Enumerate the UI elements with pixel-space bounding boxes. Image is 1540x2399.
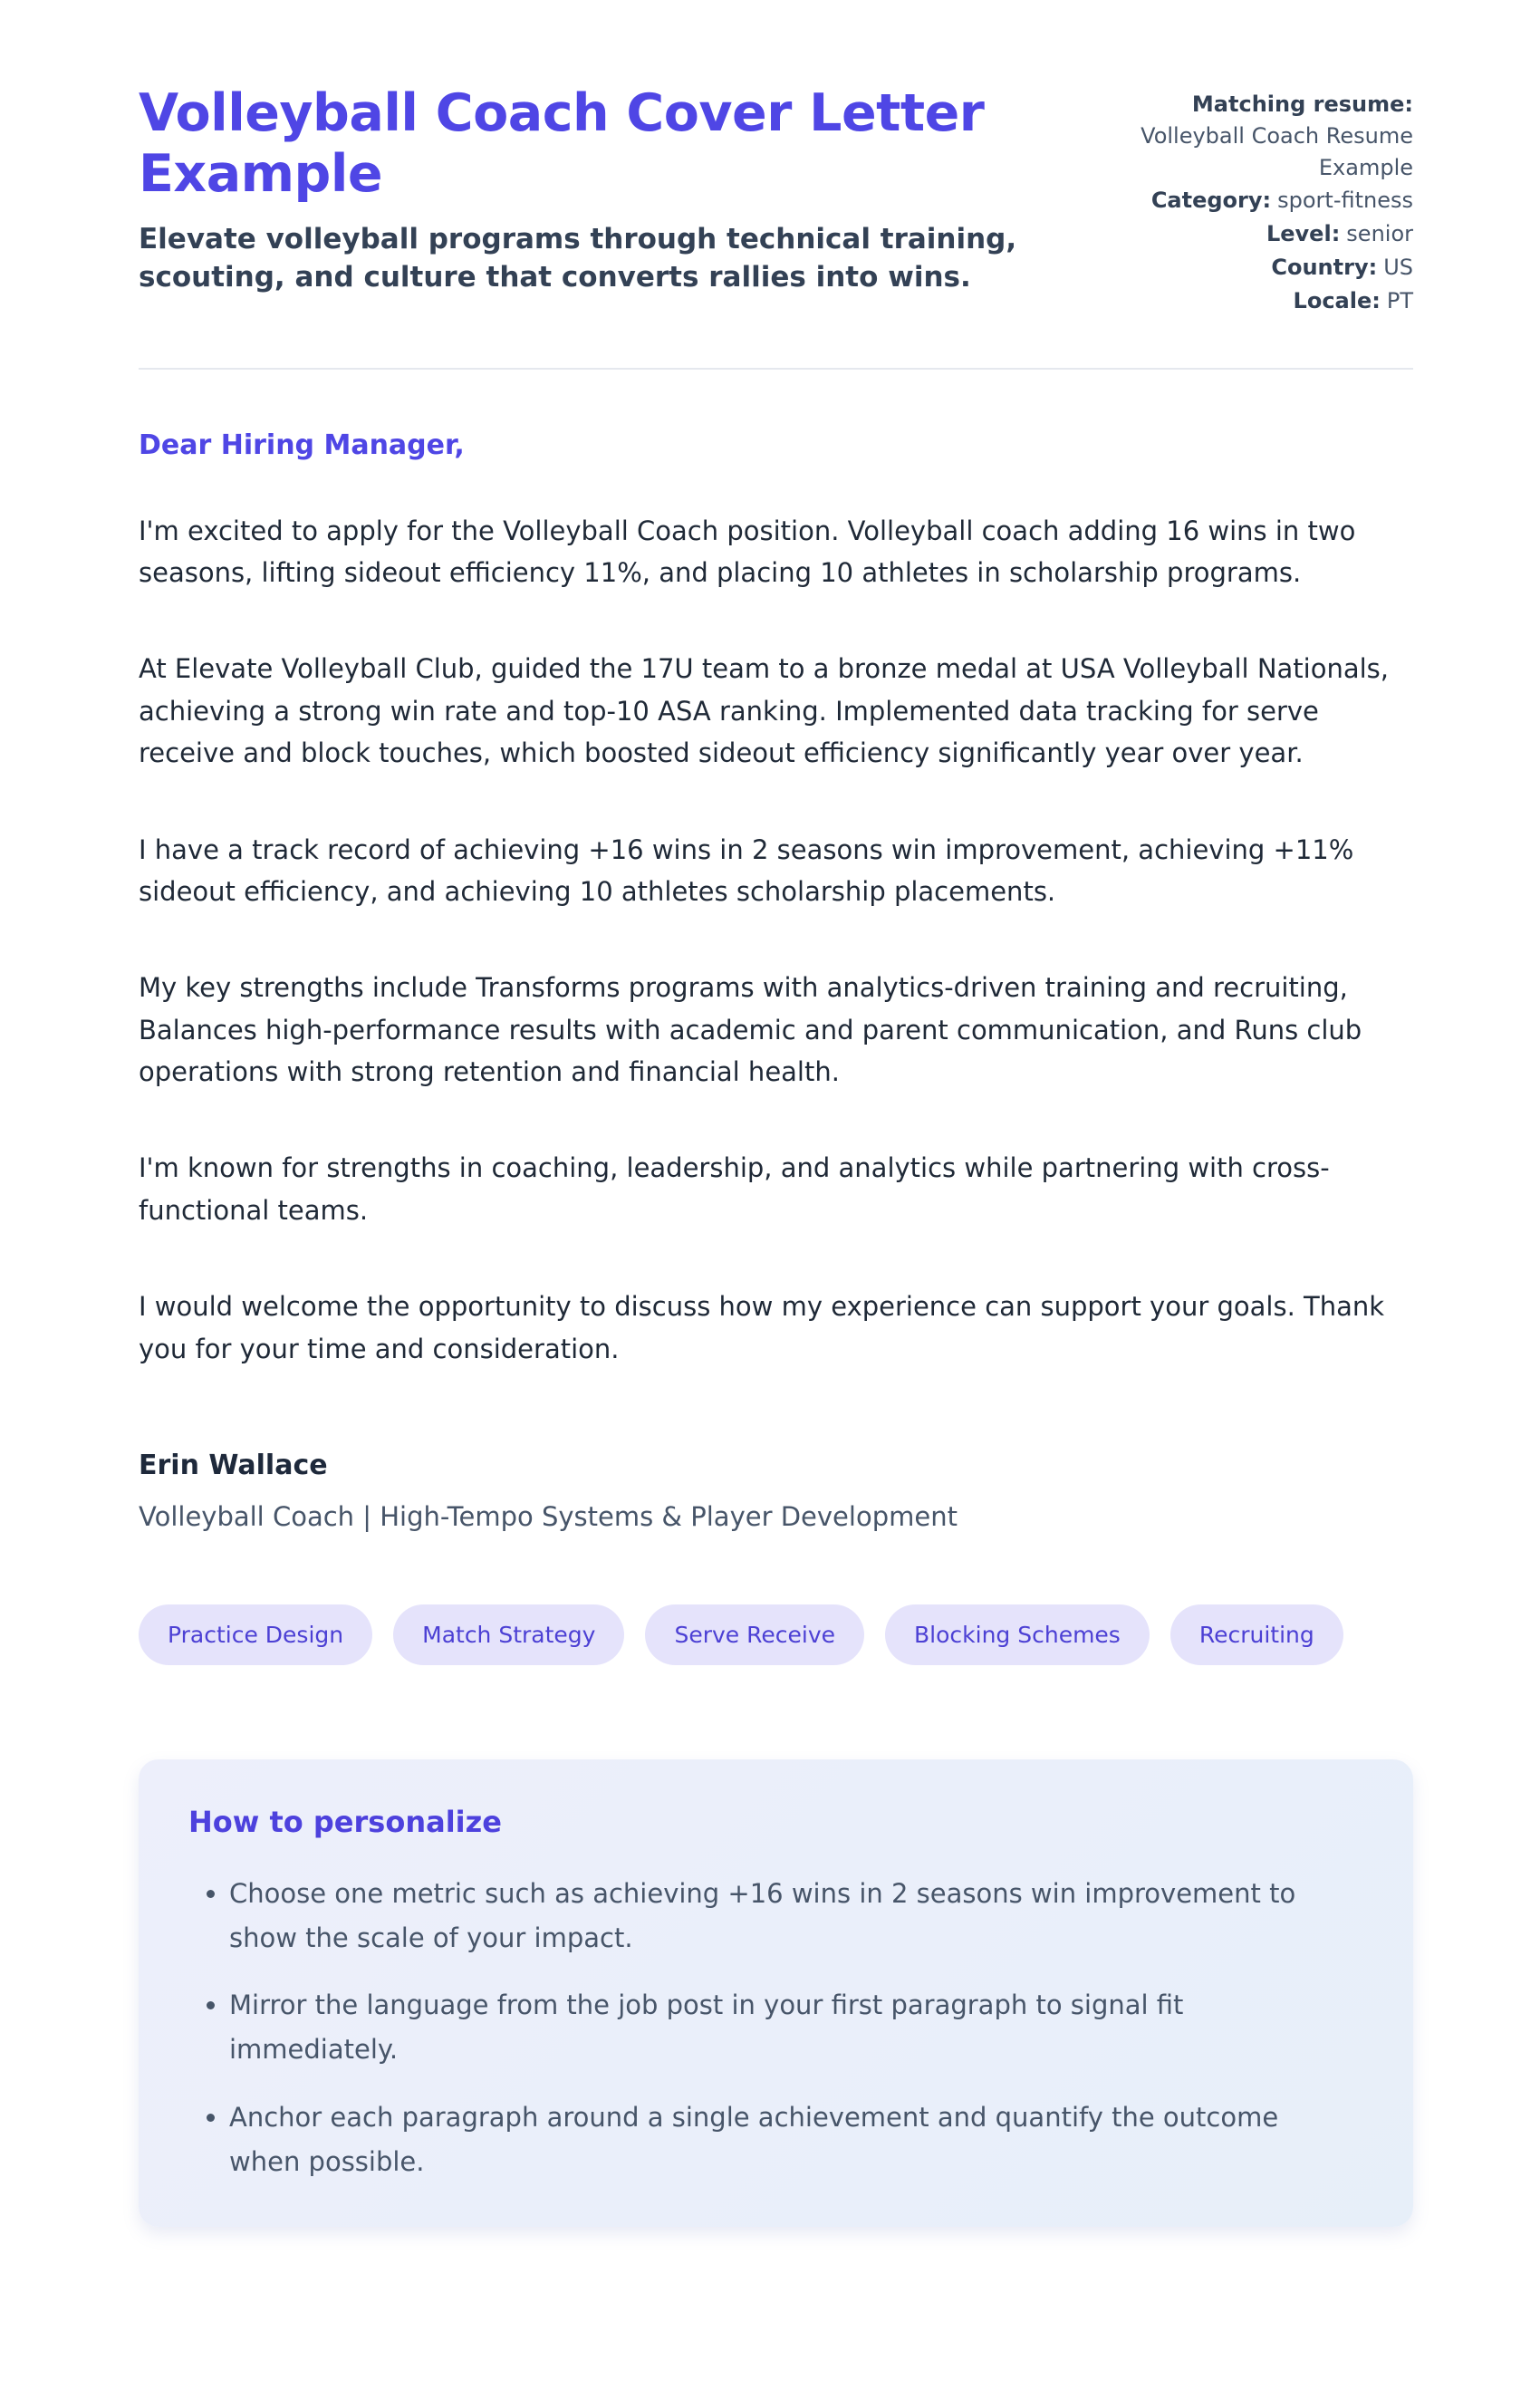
header-divider xyxy=(139,368,1413,370)
meta-value: PT xyxy=(1386,287,1413,313)
skill-tag-pill: Recruiting xyxy=(1170,1604,1343,1665)
meta-row xyxy=(1073,285,1413,317)
personalize-list xyxy=(188,1872,1363,2183)
letter-paragraph: I have a track record of achieving +16 wins in 2 seasons win improvement, achieving +11% sideout efficiency, and achieving 10 athletes scholarship placements. xyxy=(139,833,1354,907)
meta-row xyxy=(1073,185,1413,217)
signature-name: Erin Wallace xyxy=(139,1450,328,1482)
meta-value: sport-fitness xyxy=(1277,188,1413,214)
letter-paragraph: My key strengths include Transforms programs with analytics-driven training and recruiting, Balances high-performance results with academic and parent communication, and Runs club operations with strong retention and financial health. xyxy=(139,972,1362,1088)
skill-tag-pill: Practice Design xyxy=(139,1604,372,1665)
meta-value: US xyxy=(1383,254,1413,280)
meta-label: Category: xyxy=(1150,188,1272,214)
meta-row-matching-resume xyxy=(1073,89,1413,183)
header xyxy=(139,83,1413,319)
page-subtitle: Elevate volleyball programs through technical training, scouting, and culture that converts rallies into wins. xyxy=(139,222,1017,294)
meta-panel xyxy=(1073,83,1413,319)
meta-rows xyxy=(1073,185,1413,316)
matching-resume-value: Volleyball Coach Resume Example xyxy=(1141,122,1413,180)
personalize-bullet: • Mirror the language from the job post in your first paragraph to signal fit immediately. xyxy=(229,1983,1307,2071)
meta-label: Level: xyxy=(1266,221,1341,247)
letter-paragraph: I'm excited to apply for the Volleyball Coach position. Volleyball coach adding 16 wins in two seasons, lifting sideout efficiency 11%, and placing 10 athletes in scholarship programs. xyxy=(139,515,1356,588)
skill-tag-pill: Match Strategy xyxy=(393,1604,624,1665)
skill-tags xyxy=(139,1604,1413,1665)
signature-block xyxy=(139,1450,1413,1532)
letter-paragraph: I'm known for strengths in coaching, leadership, and analytics while partnering with cross-functional teams. xyxy=(139,1152,1330,1226)
meta-label: Country: xyxy=(1271,254,1378,280)
meta-label: Locale: xyxy=(1293,287,1381,313)
personalize-bullet: • Anchor each paragraph around a single achievement and quantify the outcome when possible. xyxy=(229,2096,1307,2183)
skill-tag-pill: Blocking Schemes xyxy=(885,1604,1150,1665)
page-title: Volleyball Coach Cover Letter Example xyxy=(139,83,985,205)
personalize-card xyxy=(139,1759,1413,2227)
header-title-block xyxy=(139,83,1028,297)
letter-paragraph: I would welcome the opportunity to discuss how my experience can support your goals. Thank you for your time and consideration. xyxy=(139,1291,1385,1364)
meta-value: senior xyxy=(1346,221,1413,247)
personalize-bullet: • Choose one metric such as achieving +16 wins in 2 seasons win improvement to show the scale of your impact. xyxy=(229,1872,1307,1960)
greeting: Dear Hiring Manager, xyxy=(139,429,465,461)
meta-row xyxy=(1073,218,1413,250)
skill-tag-pill: Serve Receive xyxy=(645,1604,864,1665)
cover-letter-body xyxy=(139,429,1413,1370)
matching-resume-label: Matching resume: xyxy=(1191,92,1413,117)
letter-paragraphs xyxy=(139,510,1413,1370)
signature-role: Volleyball Coach | High-Tempo Systems & Player Development xyxy=(139,1501,958,1533)
letter-paragraph: At Elevate Volleyball Club, guided the 17U team to a bronze medal at USA Volleyball Nationals, achieving a strong win rate and top-10 ASA ranking. Implemented data tracking for serve receive and block touches, which boosted sideout efficiency significantly year over year. xyxy=(139,653,1390,769)
personalize-title: How to personalize xyxy=(188,1805,502,1840)
meta-row xyxy=(1073,252,1413,284)
